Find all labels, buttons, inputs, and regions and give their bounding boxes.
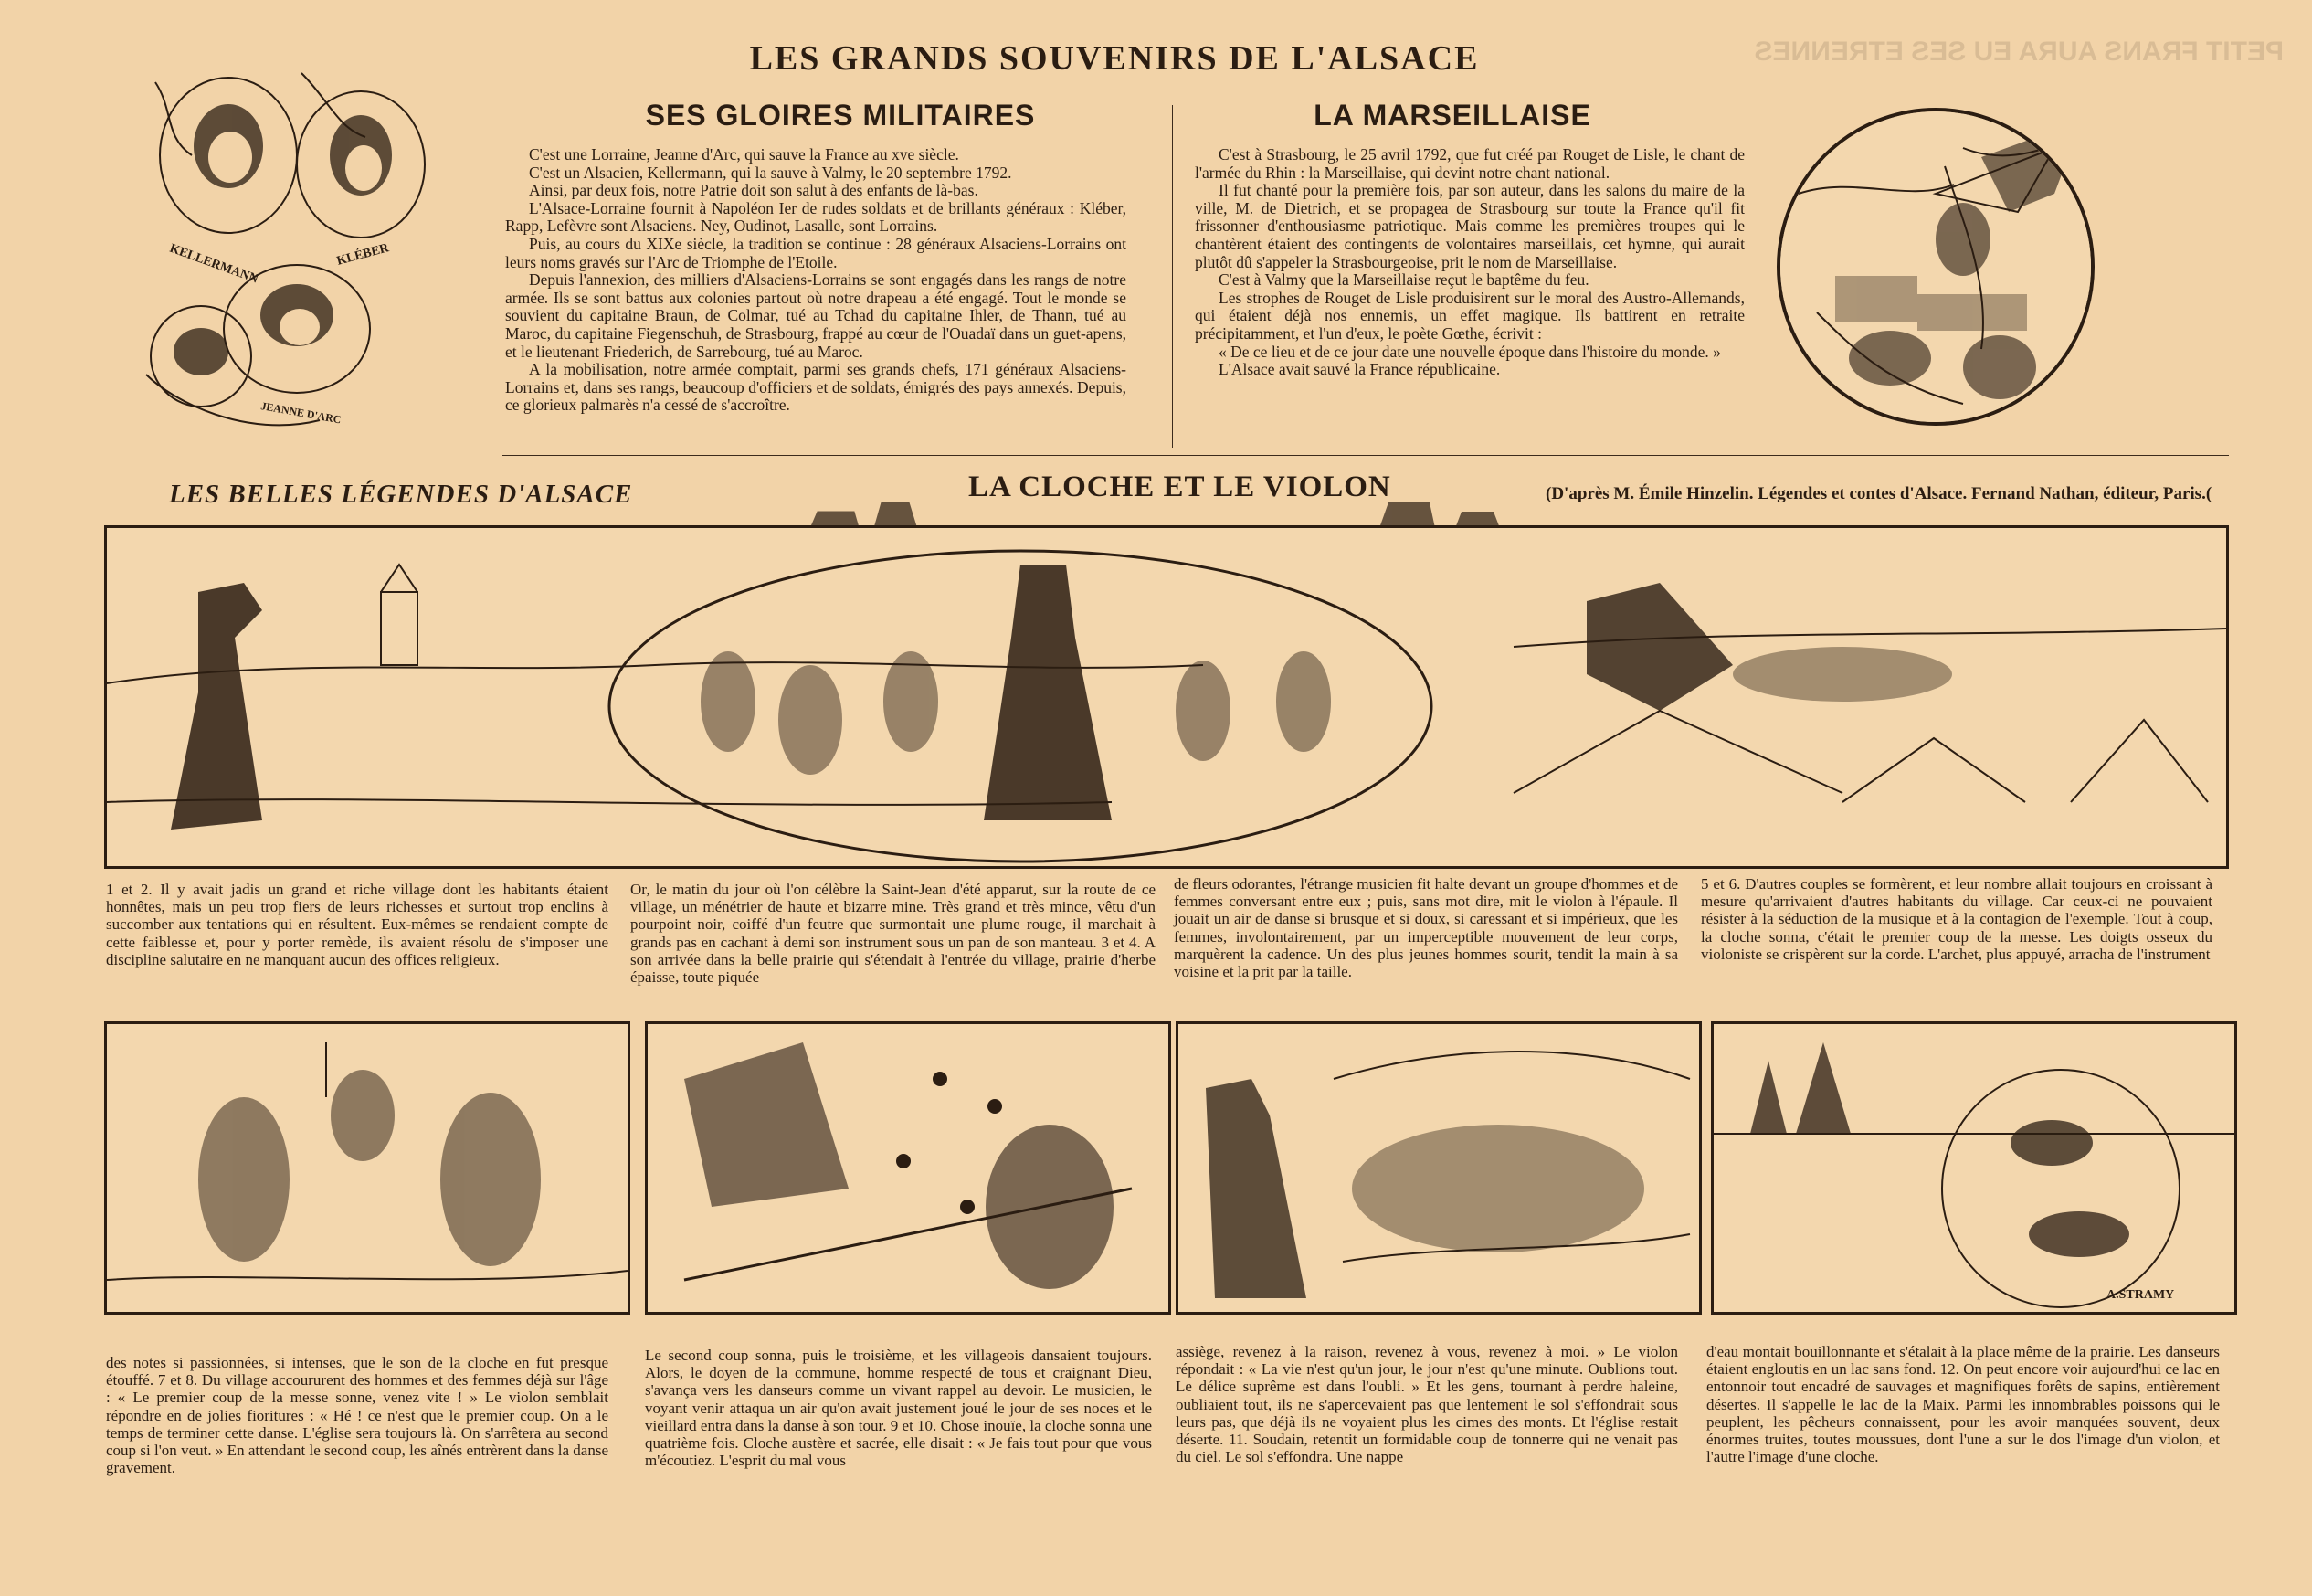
panel-bell-and-violin — [645, 1021, 1171, 1315]
gloires-paragraph: Puis, au cours du XIXe siècle, la tradition se continue : 28 généraux Alsaciens-Lorrains ont leurs noms gravés sur l'Arc de Triomphe de l'Etoile. — [505, 234, 1126, 271]
panel-dance — [104, 1021, 630, 1315]
story-col4-top: 5 et 6. D'autres couples se formèrent, et leur nombre allait toujours en croissant à mesure qu'arrivaient d'autres habitants du village. Car ceux-ci ne pouvaient résister à la séduction de la musique et à la contagion de l'exemple. Tout à coup, la cloche sonna, c'était le premier coup de la messe. Les doigts osseux du violoniste se crispèrent sur la corde. L'archet, plus appuyé, arracha de l'instrument — [1701, 875, 2212, 963]
story-col2-top: Or, le matin du jour où l'on célèbre la Saint-Jean d'été apparut, sur la route de ce village, un ménétrier de haute et bizarre mine. Très grand et très mince, vêtu d'un pourpoint noir, coiffé d'un feutre que surmontait une plume rouge, il marchait à grands pas en cachant à demi son instrument sous un pan de son manteau. 3 et 4. A son arrivée dans la belle prairie qui s'étendait à l'entrée du village, prairie d'herbe épaisse, toute piquée — [630, 881, 1156, 987]
page-title: LES GRANDS SOUVENIRS DE L'ALSACE — [749, 39, 1480, 78]
belfry-bell — [1587, 583, 1733, 711]
rooftops — [1514, 711, 2208, 802]
label-kellermann: KELLERMANN — [167, 241, 260, 287]
marseillaise-paragraph: C'est à Strasbourg, le 25 avril 1792, que fut créé par Rouget de Lisle, le chant de l'armée du Rhin : la Marseillaise, qui devint notre chant national. — [1195, 145, 1745, 182]
marseillaise-paragraph: Il fut chanté pour la première fois, par son auteur, dans les salons du maire de la ville, M. de Dietrich, et se propagea de Strasbourg sur toute la France qu'il fit frissonner d'enthousiasme patriotique. Mais comme les premières troupes qui le chantèrent étaient des contingents de volontaires marseillais, cet hymne, qui aurait plutôt dû s'appeler la Strasbourgeoise, prit le nom de Marseillaise. — [1195, 181, 1745, 271]
marseillaise-medallion — [1777, 108, 2095, 426]
gloires-paragraph: Ainsi, par deux fois, notre Patrie doit son salut à des enfants de là-bas. — [529, 181, 978, 200]
gloires-heading: SES GLOIRES MILITAIRES — [645, 99, 1036, 132]
artist-signature: A.STRAMY — [2106, 1288, 2175, 1302]
story-col4-bottom: d'eau montait bouillonnante et s'étalait à la place même de la prairie. Les danseurs étaient engloutis en un lac sans fond. 12. On peut encore voir aujourd'hui ce lac en entonnoir tout encadré de sauvages et magnifiques forêts de sapins, entièrement désertes. Il s'appelle le lac de la Maix. Parmi les innombrables poissons qui le peuplent, les pêcheurs connaissent, pour les avoir manquées souvent, deux énormes truites, toutes moussues, dont l'une a sur le dos l'image d'un violon, et l'autre l'image d'une cloche. — [1706, 1343, 2220, 1466]
marseillaise-paragraph: « De ce lieu et de ce jour date une nouvelle époque dans l'histoire du monde. » — [1219, 342, 1721, 361]
legend-credit: (D'après M. Émile Hinzelin. Légendes et contes d'Alsace. Fernand Nathan, éditeur, Paris.( — [1546, 484, 2212, 503]
marseillaise-paragraph: C'est à Valmy que la Marseillaise reçut le baptême du feu. — [1219, 270, 1589, 290]
central-violinist — [984, 565, 1112, 820]
gloires-paragraph: L'Alsace-Lorraine fournit à Napoléon Ier de rudes soldats et de brillants généraux : Kléber, Rapp, Lefèvre sont Alsaciens. Ney, Oudinot, Lasalle, sont Lorrains. — [505, 198, 1126, 236]
church — [381, 565, 417, 665]
bleed-through-text: PETIT FRANS AURA EU SES ETRENNES — [1754, 37, 2284, 67]
story-col1-bottom: des notes si passionnées, si intenses, que le son de la cloche en fut presque étouffé. 7 et 8. Du village accoururent des hommes et des femmes déjà sur l'âge : « Le premier coup de la messe sonne, venez vite ! » Le violon semblait répondre en de jolies fioritures : « Hé ! ce n'est que le premier coup. On a le temps de terminer cette danse. L'église sera toujours là. On s'arrêtera au second coup si l'on veut. » En attendant le second coup, les aînés entrèrent dans la danse gravement. — [106, 1354, 608, 1477]
column-divider — [1172, 105, 1173, 448]
marseillaise-heading: LA MARSEILLAISE — [1314, 99, 1591, 132]
story-col3-top: de fleurs odorantes, l'étrange musicien fit halte devant un groupe d'hommes et de femmes conversant entre eux ; puis, sans mot dire, mit le violon à l'épaule. Il jouait un air de danse si brusque et si doux, si caressant et si impérieux, que les femmes, involontairement, par un imperceptible mouvement de leur corps, marquèrent la cadence. Un des plus jeunes hommes sourit, tendit la main à sa voisine et la prit par la taille. — [1174, 875, 1678, 981]
marseillaise-paragraph: L'Alsace avait sauvé la France républicaine. — [1219, 360, 1501, 379]
gloires-paragraph: C'est une Lorraine, Jeanne d'Arc, qui sauve la France au xve siècle. — [529, 145, 959, 164]
legend-title: LA CLOCHE ET LE VIOLON — [968, 470, 1391, 503]
panorama-illustration — [104, 525, 2229, 869]
story-col1-top: 1 et 2. Il y avait jadis un grand et riche village dont les habitants étaient honnêtes, mais un peu trop fiers de leurs richesses et surtout trop enclins à succomber aux tentations qui en résultent. Eux-mêmes se rendaient compte de cette faiblesse et, pour y porter remède, ils avaient résolu de s'imposer une discipline salutaire en ne manquant aucun des offices religieux. — [106, 881, 608, 968]
legend-section-label: LES BELLES LÉGENDES D'ALSACE — [169, 480, 633, 509]
gloires-paragraph: Depuis l'annexion, des milliers d'Alsaciens-Lorrains se sont engagés dans les rangs de notre armée. Ils se sont battus aux colonies partout où notre drapeau a été engagé. Tout le monde se souvient du capitaine Braun, de Colmar, tué au Tchad du capitaine Ihler, de Thann, tué au Maroc, du capitaine Fiegenschuh, de Strasbourg, frappé au cœur de l'Ouadaï dans un guet-apens, et le lieutenant Friederich, de Sarrebourg, tué au Maroc. — [505, 270, 1126, 361]
gloires-text — [505, 146, 1126, 415]
marseillaise-text — [1195, 146, 1745, 379]
marseillaise-paragraph: Les strophes de Rouget de Lisle produisirent sur le moral des Austro-Allemands, qui étaient déjà nos ennemis, un effet magique. Ils battirent en retraite précipitamment, et l'un d'eux, le poète Gœthe, écrivit : — [1195, 288, 1745, 343]
section-divider — [502, 455, 2229, 456]
gloires-paragraph: A la mobilisation, notre armée comptait, parmi ses grands chefs, 171 généraux Alsaciens-Lorrains et, dans ses rangs, beaucoup d'officiers et de soldats, émigrés des pays annexés. Depuis, ce glorieux palmarès n'a cessé de s'accroître. — [505, 360, 1126, 415]
panel-lake-trout — [1711, 1021, 2237, 1315]
portraits-vignette — [119, 55, 457, 457]
story-col3-bottom: assiège, revenez à la raison, revenez à vous, revenez à moi. » Le violon répondait : « La vie n'est qu'un jour, le jour n'est qu'une minute. Oublions tout. Le délice suprême est dans l'oubli. » Et les gens, tournant à perdre haleine, oubliaient tout, ils ne s'apercevaient pas que lentement le sol s'effondrait sous leurs pas, que déjà ils ne voyaient plus les cimes des monts. Et l'église restait déserte. 11. Soudain, retentit un formidable coup de tonnerre qui ne venait pas du ciel. Le sol s'effondra. Une nappe — [1176, 1343, 1678, 1466]
gloires-paragraph: C'est un Alsacien, Kellermann, qui la sauve à Valmy, le 20 septembre 1792. — [529, 163, 1012, 182]
panel-ground-collapse — [1176, 1021, 1702, 1315]
label-jeanne-darc: JEANNE D'ARC — [259, 399, 343, 427]
violinist-walking — [171, 583, 262, 830]
story-col2-bottom: Le second coup sonna, puis le troisième, et les villageois dansaient toujours. Alors, le doyen de la commune, homme respecté de tous et craignant Dieu, s'avança vers les danseurs comme un vivant rappel au devoir. Le musicien, le voyant venir attaqua un air qu'on avait justement joué le jour de ses noces et le vieillard entra dans la danse à son tour. 9 et 10. Chose inouïe, la cloche sonna une quatrième fois. Cloche austère et sacrée, elle disait : « Je fais tout pour que vous m'écoutiez. L'esprit du mal vous — [645, 1347, 1152, 1470]
label-kleber: KLÉBER — [335, 241, 391, 269]
